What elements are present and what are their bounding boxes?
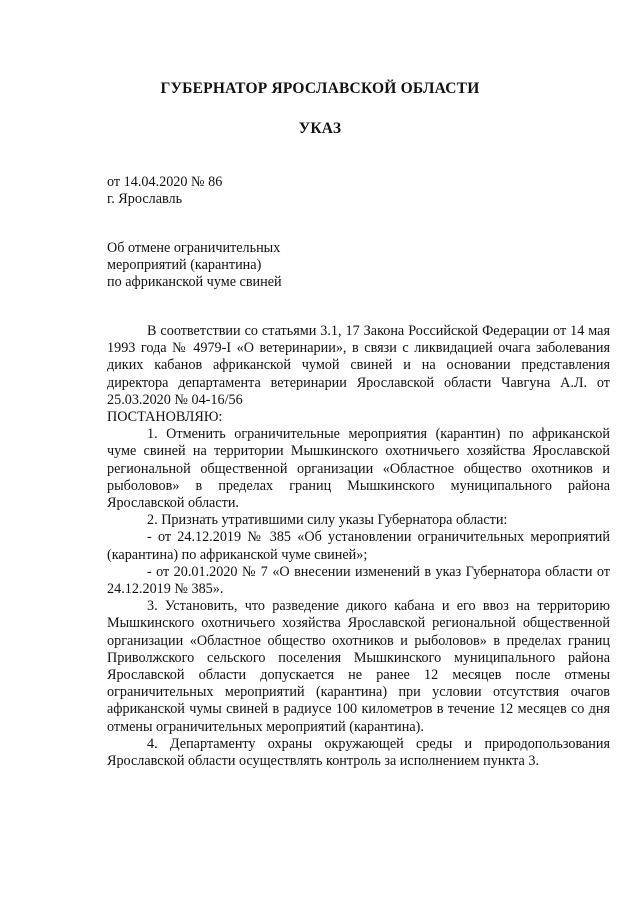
document-type: УКАЗ [298, 120, 342, 137]
document-meta [107, 174, 537, 208]
subject-line: мероприятий (карантина) [107, 257, 262, 274]
item-2-subitem-a: - от 24.12.2019 № 385 «Об установлении ограничительных мероприятий (карантина) по африканской чуме свиней»; [107, 529, 610, 563]
item-1: 1. Отменить ограничительные мероприятия (карантин) по африканской чуме свиней на территории Мышкинского охотничьего хозяйства Ярославской региональной общественной организации «Областное общество охотников и рыболовов» в пределах границ Мышкинского муниципального района Ярославской области. [107, 426, 610, 512]
preamble-paragraph: В соответствии со статьями 3.1, 17 Закона Российской Федерации от 14 мая 1993 года № 4979-I «О ветеринарии», в связи с ликвидацией очага заболевания диких кабанов африканской чумой свиней и на основании представления директора департамента ветеринарии Ярославской области Чавгуна А.Л. от 25.03.2020 № 04-16/56 [107, 323, 610, 408]
issuer-title: ГУБЕРНАТОР ЯРОСЛАВСКОЙ ОБЛАСТИ [160, 80, 480, 97]
subject-line: Об отмене ограничительных [107, 240, 281, 256]
item-2: 2. Признать утратившими силу указы Губернатора области: [147, 512, 508, 529]
decree-word: ПОСТАНОВЛЯЮ: [107, 409, 223, 426]
document-subject [107, 240, 537, 292]
city: г. Ярославль [107, 191, 183, 208]
item-3: 3. Установить, что разведение дикого кабана и его ввоз на территорию Мышкинского охотничьего хозяйства Ярославской региональной общественной организации «Областное общество охотников и рыболовов» в пределах границ Приволжского сельского поселения Мышкинского муниципального района Ярославской области допускается не ранее 12 месяцев после отмены ограничительных мероприятий (карантина) при условии отсутствия очагов африканской чумы свиней в радиусе 100 километров в течение 12 месяцев со дня отмены ограничительных мероприятий (карантина). [107, 598, 610, 735]
date-number: от 14.04.2020 № 86 [107, 174, 223, 190]
subject-line: по африканской чуме свиней [107, 274, 282, 291]
document-body [107, 323, 610, 770]
item-2-subitem-b: - от 20.01.2020 № 7 «О внесении изменений в указ Губернатора области от 24.12.2019 № 385». [107, 563, 610, 598]
item-4: 4. Департаменту охраны окружающей среды и природопользования Ярославской области осуществлять контроль за исполнением пункта 3. [107, 735, 610, 770]
